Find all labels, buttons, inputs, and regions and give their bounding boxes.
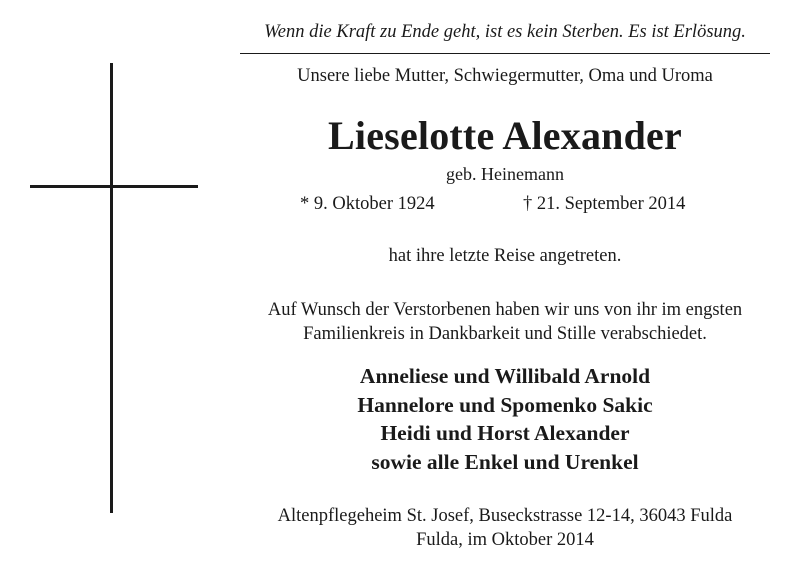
cross-icon-vertical xyxy=(110,63,113,513)
deceased-name: Lieselotte Alexander xyxy=(328,113,682,158)
cross-icon-horizontal xyxy=(30,185,198,188)
address-line: Altenpflegeheim St. Josef, Buseckstrasse 12-14, 36043 Fulda xyxy=(277,506,733,526)
mourner-entry: Heidi und Horst Alexander xyxy=(380,421,630,445)
farewell-line: Auf Wunsch der Verstorbenen haben wir uns von ihr im engsten xyxy=(267,300,743,320)
address-block xyxy=(230,504,780,552)
mourner-entry: sowie alle Enkel und Urenkel xyxy=(371,449,639,474)
journey-text: hat ihre letzte Reise angetreten. xyxy=(388,246,622,266)
farewell-text xyxy=(230,298,780,346)
place-date-line: Fulda, im Oktober 2014 xyxy=(416,530,594,550)
maiden-name: geb. Heinemann xyxy=(446,164,564,184)
mourners-list xyxy=(230,362,780,476)
death-date: † 21. September 2014 xyxy=(523,194,686,214)
mourner-entry: Hannelore und Spomenko Sakic xyxy=(357,392,653,417)
birth-date: * 9. Oktober 1924 xyxy=(300,194,435,214)
farewell-line: Familienkreis in Dankbarkeit und Stille verabschiedet. xyxy=(303,324,707,344)
mourner-entry: Anneliese und Willibald Arnold xyxy=(359,364,651,388)
intro-text: Unsere liebe Mutter, Schwiegermutter, Oma und Uroma xyxy=(297,66,713,86)
divider-line xyxy=(240,53,770,54)
motto-quote: Wenn die Kraft zu Ende geht, ist es kein Sterben. Es ist Erlösung. xyxy=(264,22,746,42)
